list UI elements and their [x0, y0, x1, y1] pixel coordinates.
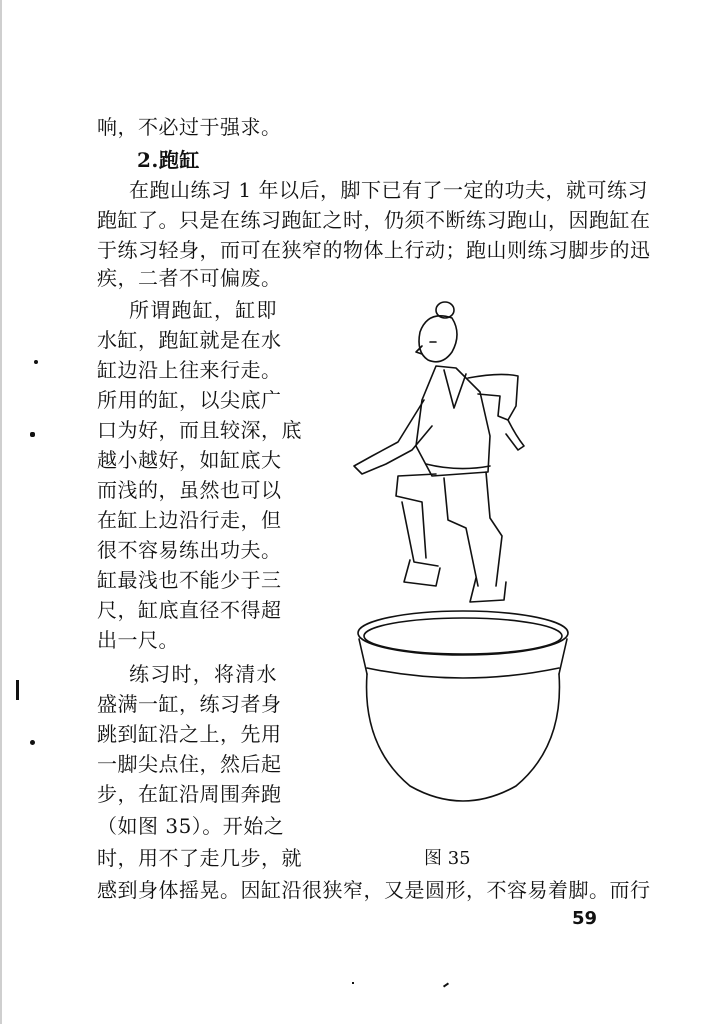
figure-35-illustration [340, 296, 590, 816]
text-line: （如图 35）。开始之 [97, 814, 285, 838]
text-line: 水缸，跑缸就是在水 [97, 328, 282, 352]
figure-caption: 图 35 [424, 848, 471, 869]
robe [416, 366, 490, 476]
text-line: 步，在缸沿周围奔跑 [97, 782, 282, 806]
text-line: 在缸上边沿行走，但 [97, 508, 282, 532]
text-line: 越小越好，如缸底大 [97, 448, 282, 472]
scan-speck [443, 982, 449, 987]
left-shin [402, 502, 438, 566]
text-line: 缸边沿上往来行走。 [97, 358, 282, 382]
text-line: 尺，缸底直径不得超 [97, 598, 282, 622]
scan-speck [30, 740, 35, 745]
section-heading: 2.跑缸 [137, 148, 200, 172]
text-line: 缸最浅也不能少于三 [97, 568, 282, 592]
vat-body [367, 674, 560, 801]
vat-rim-inner [364, 618, 562, 654]
right-hand [506, 420, 524, 450]
text-line: 口为好，而且较深，底 [97, 418, 302, 442]
scan-speck [16, 680, 19, 700]
text-line: 时，用不了走几步，就 [97, 846, 302, 870]
right-leg-back [486, 472, 502, 586]
text-line: 而浅的，虽然也可以 [97, 478, 282, 502]
text-line: 所谓跑缸，缸即 [129, 298, 277, 322]
scan-speck [30, 432, 35, 437]
text-line: 很不容易练出功夫。 [97, 538, 282, 562]
text-line: 感到身体摇晃。因缸沿很狭窄，又是圆形，不容易着脚。而行 [97, 878, 651, 902]
text-line: 所用的缸，以尖底广 [97, 388, 282, 412]
vat-band-right [559, 639, 567, 674]
belt [426, 464, 490, 469]
text-line: 出一尺。 [97, 628, 179, 652]
page-number: 59 [572, 908, 598, 929]
text-line: 响，不必过于强求。 [97, 115, 282, 139]
text-line: 跑缸了。只是在练习跑缸之时，仍须不断练习跑山，因跑缸在 [97, 208, 651, 232]
text-line: 练习时，将清水 [129, 662, 277, 686]
text-line: 疾，二者不可偏废。 [97, 266, 282, 290]
vat-band-line [367, 668, 559, 678]
scan-speck [352, 982, 354, 984]
text-line: 盛满一缸，练习者身 [97, 692, 282, 716]
text-line: 于练习轻身，而可在狭窄的物体上行动；跑山则练习脚步的迅 [97, 238, 651, 262]
vat-band-left [359, 639, 367, 674]
right-foot [470, 578, 506, 602]
left-thigh [396, 474, 436, 558]
text-line: 在跑山练习 1 年以后，脚下已有了一定的功夫，就可练习 [129, 178, 648, 202]
scan-speck [34, 360, 38, 364]
right-arm [468, 374, 518, 420]
text-line: 跳到缸沿之上，先用 [97, 722, 282, 746]
head [419, 316, 457, 362]
page-edge [0, 0, 2, 1024]
right-leg-front [444, 478, 478, 586]
text-line: 一脚尖点住，然后起 [97, 752, 282, 776]
